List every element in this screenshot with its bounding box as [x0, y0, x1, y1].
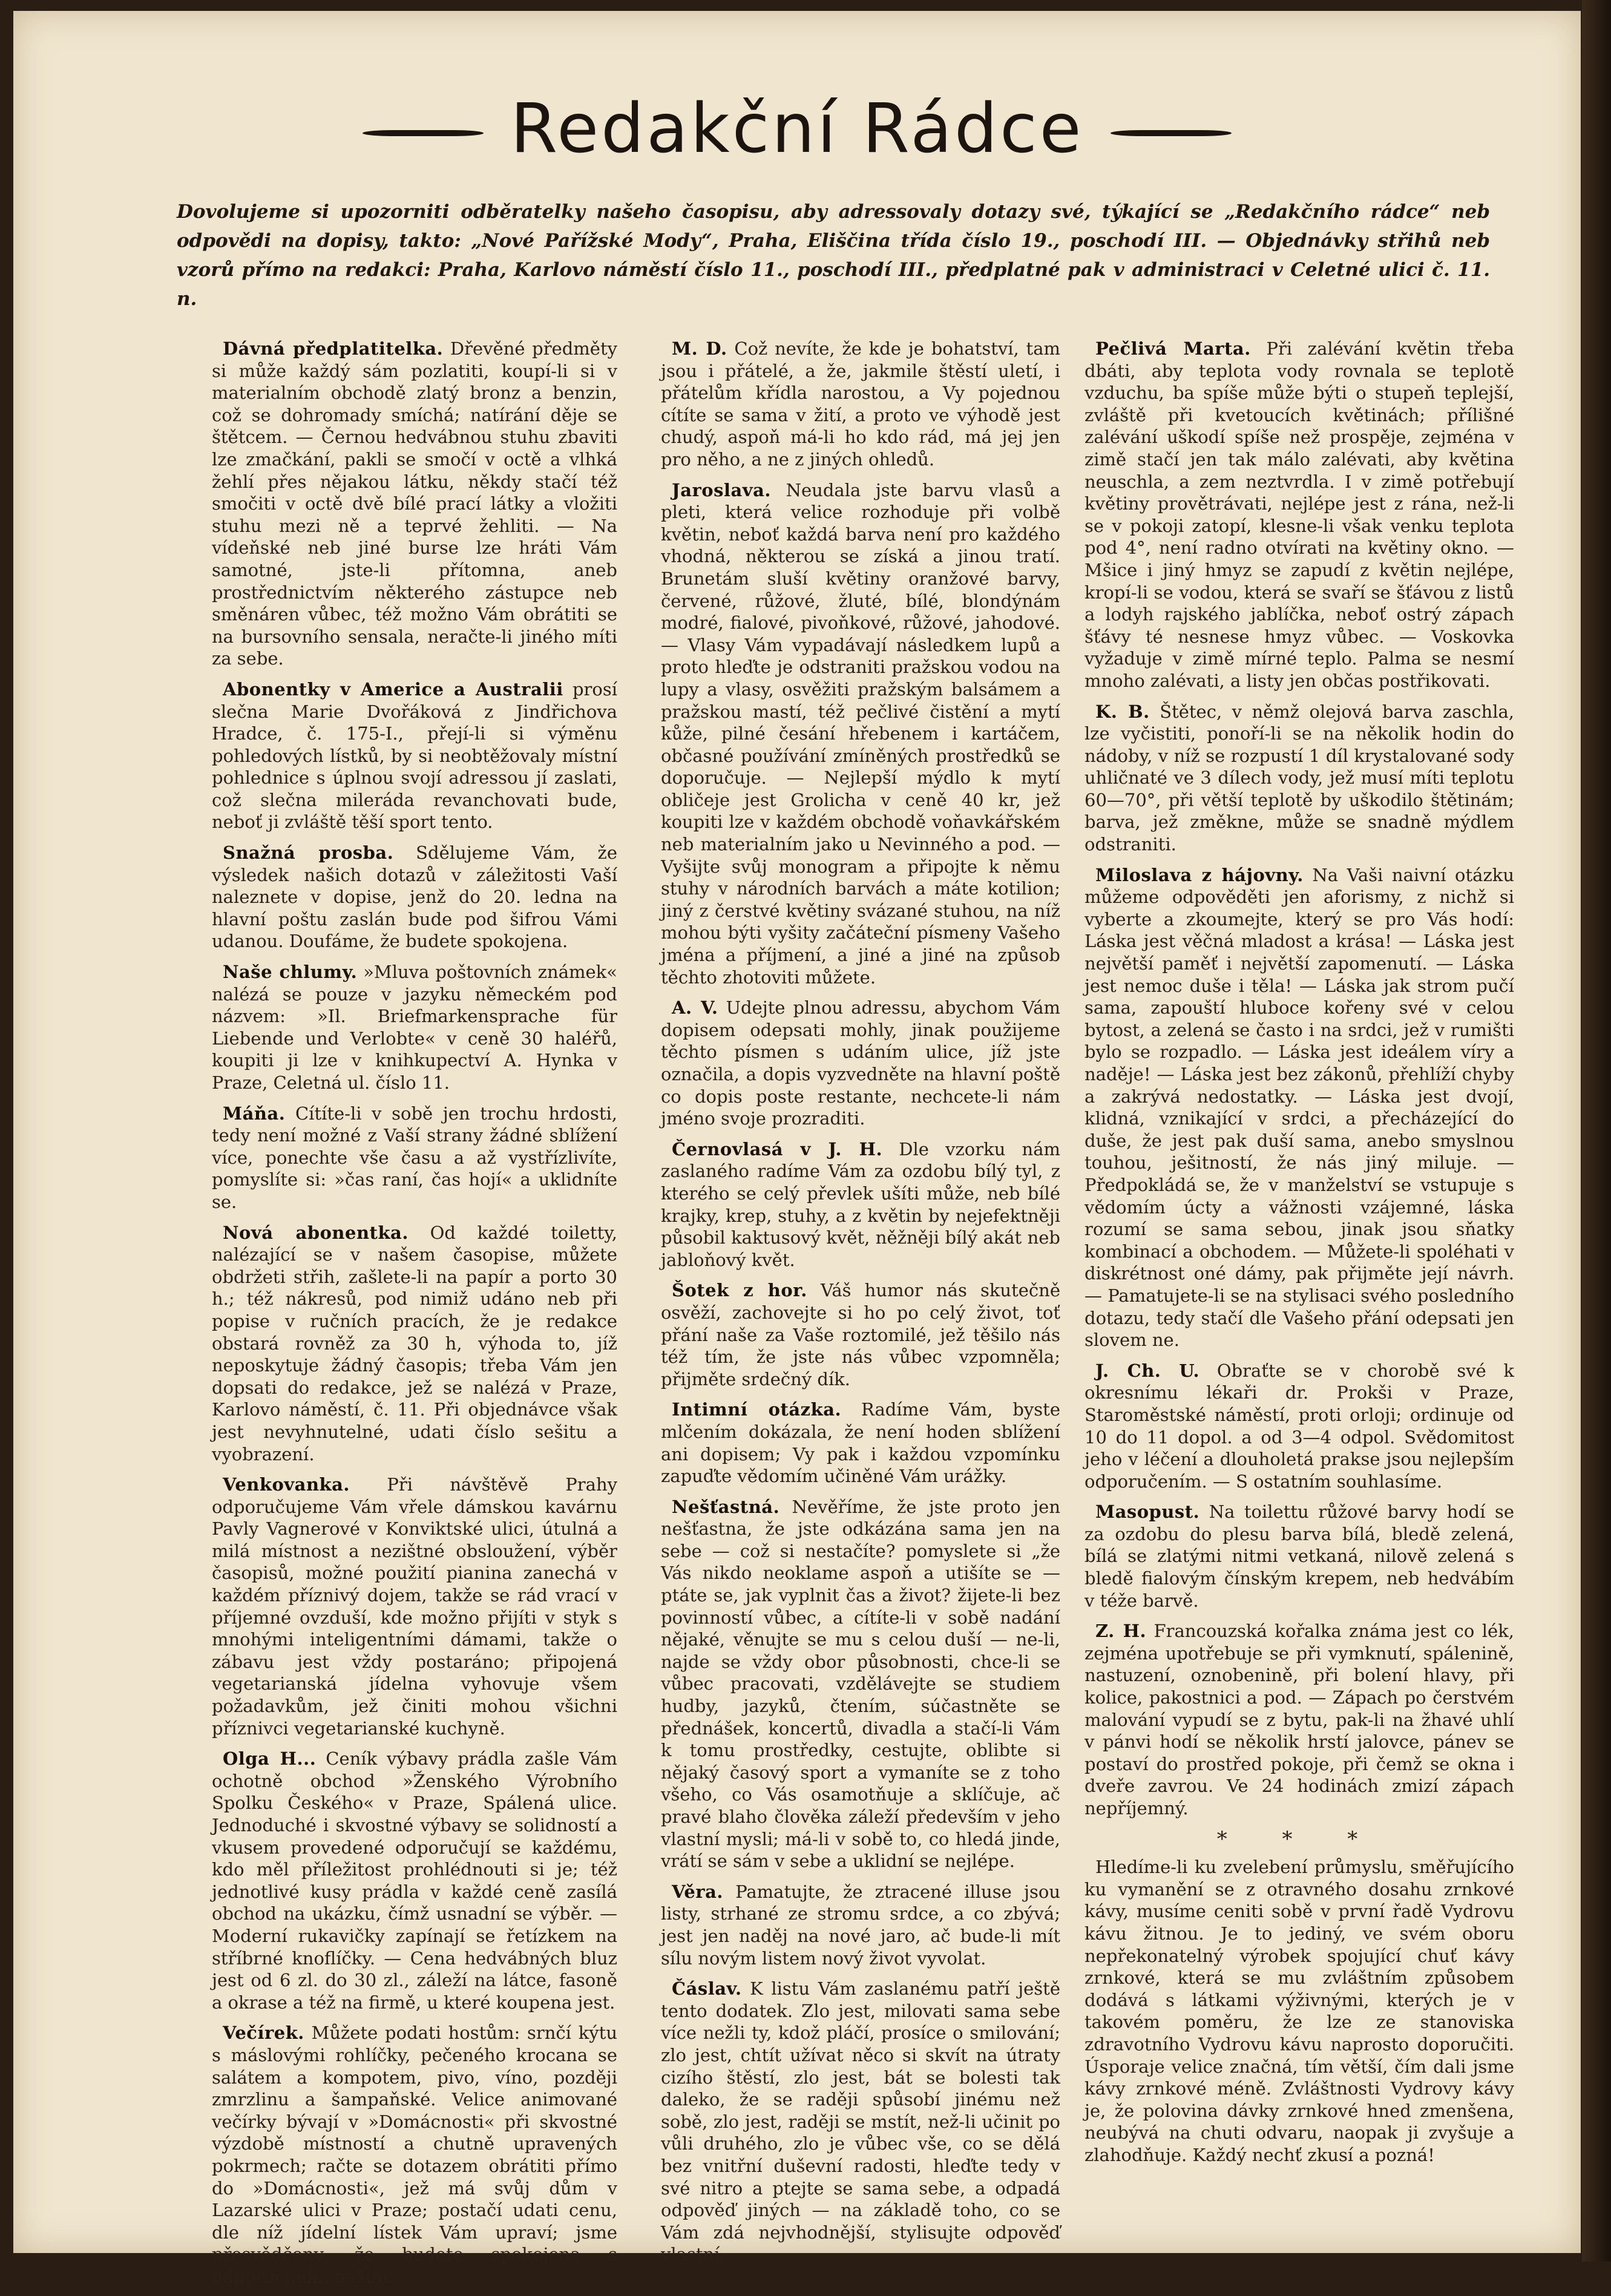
entry: M. D. Což nevíte, že kde je bohatství, tam jsou i přátelé, a že, jakmile štěstí uletí, i přátelům křídla narostou, a Vy pojednou cítíte se sama v žití, a proto ve výhodě jest chudý, aspoň má-li ho kdo rád, má jej jen pro něho, a ne z jiných ohledů. [661, 338, 1060, 470]
entry: Venkovanka. Při návštěvě Prahy odporučujeme Vám vřele dámskou kavárnu Pavly Vagnerové v Konviktské ulici, útulná a milá místnost a nezištné obsloužení, výběr časopisů, možné použití pianina zanechá v každém příznivý dojem, takže se rád vrací v příjemné ovzduší, kde možno přijíti v styk s mnohými inteligentními dámami, takže o zábavu jest vždy postaráno; připojená vegetarianská jídelna vyhovuje všem požadavkům, jež činiti mohou všichni příznivci vegetarianské kuchyně. [212, 1474, 618, 1739]
entry: Dávná předplatitelka. Dřevěné předměty si může každý sám pozlatiti, koupí-li si v materialním obchodě zlatý bronz a benzin, což se dohromady smíchá; natírání děje se štětcem. — Černou hedvábnou stuhu zbaviti lze zmačkání, pakli se smočí v octě a vlhká žehlí přes nějakou látku, někdy stačí též smočiti v octě dvě bílé prací látky a vložiti stuhu mezi ně a teprvé žehliti. — Na vídeňské neb jiné burse lze hráti Vám samotné, jste-li přítomna, aneb prostřednictvím některého zástupce neb směnáren vůbec, též možno Vám obrátiti se na bursovního sensala, neračte-li jiného míti za sebe. [212, 338, 618, 669]
entry: Masopust. Na toilettu růžové barvy hodí se za ozdobu do plesu barva bílá, bledě zelená, bílá se zlatými nitmi vetkaná, nilově zelená s bledě fialovým čínským krepem, neb hedvábím v téže barvě. [1084, 1501, 1514, 1611]
entry: Večírek. Můžete podati hostům: srnčí kýtu s máslovými rohlíčky, pečeného krocana se salátem a kompotem, pivo, víno, později zmrzlinu a šampaňské. Velice animované večírky bývají v »Domácnosti« při skvostné výzdobě místností a chutně upravených pokrmech; račte se dotazem obrátiti přímo do »Domácnosti«, jež má svůj dům v Lazarské ulici v Praze; postačí udati cenu, dle níž jídelní lístek Vám upraví; jsme přesvědčeny, že budete spokojena s odporučením naším. [212, 2022, 617, 2287]
entry: Pečlivá Marta. Při zalévání květin třeba dbáti, aby teplota vody rovnala se teplotě vzduchu, ba spíše může býti o stupeň teplejší, zvláště při kvetoucích květinách; přílišné zalévání uškodí spíše než prospěje, zejména v zimě stačí jen tak málo zalévati, aby květina neuschla, a zem neztvrdla. I v zimě potřebují květiny provětrávati, nejlépe jest z rána, než-li se v pokoji zatopí, klesne-li však venku teplota pod 4°, není radno otvírati na květiny okno. — Mšice i jiný hmyz se zapudí z květin nejlépe, kropí-li se vodou, která se svaří se šťávou z listů a lodyh rajského jablíčka, neboť ostrý zápach šťávy té nesnese hmyz vůbec. — Voskovka vyžaduje v zimě mírné teplo. Palma se nesmí mnoho zalévati, a listy jen občas postřikovati. [1084, 338, 1515, 691]
entry: J. Ch. U. Obraťte se v chorobě své k okresnímu lékaři dr. Prokši v Praze, Staroměstské náměstí, proti orloji; ordinuje od 10 do 11 dopol. a od 3—4 odpol. Svědomitost jeho v léčení a dlouholetá prakse jsou nejlepším odporučením. — S ostatním souhlasíme. [1084, 1360, 1514, 1492]
entry: Máňa. Cítíte-li v sobě jen trochu hrdosti, tedy není možné z Vaší strany žádné sblížení více, ponechte vše času a až vystřízlivíte, pomyslíte si: »čas raní, čas hojí« a uklidníte se. [212, 1103, 617, 1212]
entry: Olga H... Ceník výbavy prádla zašle Vám ochotně obchod »Ženského Výrobního Spolku Českého« v Praze, Spálená ulice. Jednoduché i skvostné výbavy se solidností a vkusem provedené odporučují se každému, kdo měl příležitost prohlédnouti si je; též jednotlivé kusy prádla v každé ceně zasílá obchod na ukázku, čímž usnadní se výběr. — Moderní rukavičky zapínají se řetízkem na stříbrné knoflíčky. — Cena hedvábných bluz jest od 6 zl. do 30 zl., záleží na látce, fasoně a okrase a též na firmě, u které koupena jest. [212, 1748, 618, 2013]
section-separator: * * * [1216, 1826, 1382, 1851]
title-rule-left [363, 130, 484, 136]
entry: Nová abonentka. Od každé toiletty, nalézající se v našem časopise, můžete obdržeti střih, zašlete-li na papír a porto 30 h.; též nákresů, pod nimiž udáno neb při popise v ručních pracích, že je redakce obstará rovněž za 30 h, výhoda to, jíž neposkytuje žádný časopis; třeba Vám jen dopsati do redakce, jež se nalézá v Praze, Karlovo náměstí, č. 11. Při objednávce však jest nevyhnutelné, udati číslo sešitu a vyobrazení. [212, 1222, 617, 1465]
entry: Jaroslava. Neudala jste barvu vlasů a pleti, která velice rozhoduje při volbě květin, neboť každá barva není pro každého vhodná, některou se získá a jinou tratí. Brunetám sluší květiny oranžové barvy, červené, růžové, žluté, bílé, blondýnám modré, fialové, pivoňkové, růžové, jahodové. — Vlasy Vám vypadávají následkem lupů a proto hleďte je odstraniti pražskou vodou na lupy a vlasy, osvěžiti pražským balsámem a pražskou mastí, též pečlivé čistění a mytí kůže, pilné česání hřebenem i kartáčem, občasné používání zmíněných prostředků se doporučuje. — Nejlepší mýdlo k mytí obličeje jest Grolicha v ceně 40 kr, jež koupiti lze v každém obchodě voňavkářském neb materialním jako u Nevinného a pod. — Vyšijte svůj monogram a připojte k němu stuhy v národních barvách a máte kotilion; jiný z čerstvé květiny svázané stuhou, na níž mohou býti vyšity začáteční písmeny Vašeho jména a příjmení, a jiné a jiné na způsob těchto zhotoviti můžete. [661, 479, 1060, 988]
entry: Z. H. Francouzská kořalka známa jest co lék, zejména upotřebuje se při vymknutí, spálenině, nastuzení, oznobenině, při bolení hlavy, při kolice, pakostnici a pod. — Zápach po čerstvém malování vypudí se z bytu, pak-li na žhavé uhlí v pánvi hodí se několik hrstí jalovce, pánev se postaví do prostřed pokoje, při čemž se okna i dveře zavrou. Ve 24 hodinách zmizí zápach nepříjemný. [1084, 1621, 1514, 1819]
title-rule-right [1111, 130, 1232, 136]
column-3 [1084, 338, 1514, 2175]
title-text: Redakční Rádce [510, 90, 1084, 168]
entry: Miloslava z hájovny. Na Vaši naivní otázku můžeme odpověděti jen aforismy, z nichž si vyberte a zkoumejte, který se pro Vás hodí: Láska jest věčná mladost a krása! — Láska jest největší paměť i největší zapomenutí. — Láska jest nemoc duše i těla! — Láska jak strom pučí sama, zapouští hluboce kořeny své v celou bytost, a zelená se často i na srdci, jež v rumišti bylo se rozpadlo. — Láska jest ideálem víry a naděje! — Láska jest bez zákonů, přehlíží chyby a zakrývá nedostatky. — Láska jest dvojí, klidná, vznikající v srdci, a přecházející do duše, že jest pak duší sama, anebo smyslnou touhou, ješitností, že nás jiný miluje. — Předpokládá se, že v manželství se vstupuje s vědomím úcty a vážnosti vzájemné, láska rozumí se sama sebou, jinak jsou sňatky kombinací a obchodem. — Můžete-li spoléhati v diskrétnost oné dámy, pak přijměte její návrh. — Pamatujete-li se na stylisaci svého posledního dotazu, tedy stačí dle Vašeho přání odepsati jen slovem ne. [1084, 864, 1514, 1351]
entry: Věra. Pamatujte, že ztracené illuse jsou listy, strhané ze stromu srdce, a co zbývá; jest jen naděj na nové jaro, ač bude-li mít sílu novým listem nový život vyvolat. [661, 1881, 1060, 1969]
entry: Šotek z hor. Váš humor nás skutečně osvěží, zachovejte si ho po celý život, toť přání naše za Vaše roztomilé, jež těšilo nás též tím, že jste nás vůbec vzpomněla; přijměte srdečný dík. [661, 1280, 1060, 1389]
closing-paragraph: Hledíme-li ku zvelebení průmyslu, směřujícího ku vymanění se z otravného dosahu zrnkové kávy, musíme ceniti sobě v první řadě Vydrovu kávu žitnou. Je to jediný, ve svém oboru nepřekonatelný výrobek spojující chuť kávy zrnkové, která se mu zvláštním způsobem dodává s látkami výživnými, kterých je v takovém poměru, že lze ze stanoviska zdravotního Vydrovu kávu naprosto doporučiti. Úsporaje velice značná, tím větší, čím dali jsme kávy zrnkové méně. Zvláštnosti Vydrovy kávy je, že polovina dávky zrnkové hned zmenšena, neubývá na chuti odvaru, naopak ji zvyšuje a zlahodňuje. Každý nechť zkusí a pozná! [1084, 1857, 1514, 2165]
magazine-page [13, 11, 1581, 2287]
page-title [13, 90, 1581, 168]
column-2 [661, 338, 1060, 2274]
entry: Abonentky v Americe a Australii prosí slečna Marie Dvořáková z Jindřichova Hradce, č. 175-I., přejí-li si výměnu pohledových lístků, by si neobtěžovaly místní pohlednice s úplnou svojí adressou jí zaslati, což slečna mileráda revanchovati bude, neboť ji zvláště těší sport tento. [212, 678, 617, 833]
entry: Černovlasá v J. H. Dle vzorku nám zaslaného radíme Vám za ozdobu bílý tyl, z kterého se celý převlek ušíti může, neb bílé krajky, krep, stuhy, a z květin by nejefektněji působil kaktusový květ, něžněji bílý akát neb jabloňový květ. [661, 1138, 1061, 1270]
entry: Naše chlumy. »Mluva poštovních známek« nalézá se pouze v jazyku německém pod názvem: »Il. Briefmarkensprache für Liebende und Verlobte« v ceně 30 haléřů, koupiti ji lze v knihkupectví A. Hynka v Praze, Celetná ul. číslo 11. [212, 962, 618, 1093]
entry: Čáslav. K listu Vám zaslanému patří ještě tento dodatek. Zlo jest, milovati sama sebe více nežli ty, kdož pláčí, prosíce o smilování; zlo jest, chtít užívat něco si skvít na útraty cizího štěstí, zlo jest, bát se bolesti tak daleko, že se raději spůsobí jinému než sobě, zlo jest, raději se mstít, než-li učinit po vůli druhého, zlo je vůbec vše, co se dělá bez vnitřní duševní radosti, hleďte tedy v své nitro a ptejte se sama sebe, a odpadá odpověď jiných — na základě toho, co se Vám zdá nejvhodnější, stylisujte odpověď vlastní. [661, 1978, 1060, 2265]
entry: Snažná prosba. Sdělujeme Vám, že výsledek našich dotazů v záležitosti Vaší naleznete v dopise, jenž do 20. ledna na hlavní poštu zaslán bude pod šifrou Vámi udanou. Doufáme, že budete spokojena. [212, 842, 617, 952]
entry: K. B. Štětec, v němž olejová barva zaschla, lze vyčistiti, ponoří-li se na několik hodin do nádoby, v níž se rozpustí 1 díl krystalované sody uhličnaté ve 3 dílech vody, jež musí míti teplotu 60—70°, při větší teplotě by uškodilo štětinám; barva, jež změkne, může se snadně mýdlem odstraniti. [1084, 701, 1514, 855]
book-spine-edge [1582, 0, 1611, 2262]
entry: A. V. Udejte plnou adressu, abychom Vám dopisem odepsati mohly, jinak použijeme těchto písmen s udáním ulice, jíž jste označila, a dopis vyzvedněte na hlavní poště co dopis poste restante, nechcete-li nám jméno svoje prozraditi. [661, 997, 1060, 1129]
column-1 [212, 338, 617, 2296]
entry: Nešťastná. Nevěříme, že jste proto jen nešťastna, že jste odkázána sama jen na sebe — což si nestačíte? pomyslete si „že Vás nikdo neoklame aspoň a utišíte se — ptáte se, jak vyplnit čas a život? žijete-li bez povinností vůbec, a cítíte-li v sobě nadání nějaké, věnujte se mu s celou duší — ne-li, najde se vždy obor působnosti, chce-li se vůbec pracovati, vzdělávejte se studiem hudby, jazyků, čtením, súčastněte se přednášek, koncertů, divadla a stačí-li Vám k tomu prostředky, cestujte, oblibte si nějaký časový sport a vymaníte se z toho všeho, co Vás osamotňuje a sklíčuje, ač pravé blaho člověka záleží především v jeho vlastní mysli; má-li v sobě to, co hledá jinde, vrátí se sám v sebe a uklidní se nejlépe. [661, 1496, 1061, 1872]
entry: Intimní otázka. Radíme Vám, byste mlčením dokázala, že není hoden sblížení ani dopisem; Vy pak i každou vzpomínku zapuďte vědomím učiněné Vám urážky. [661, 1399, 1060, 1487]
intro-notice: Dovolujeme si upozorniti odběratelky našeho časopisu, aby adressovaly dotazy své, týkající se „Redakčního rádce“ neb odpovědi na dopisy, takto: „Nové Pařížské Mody“, Praha, Eliščina třída číslo 19., poschodí III. — Objednávky střihů neb vzorů přímo na redakci: Praha, Karlovo náměstí číslo 11., poschodí III., předplatné pak v administraci v Celetné ulici č. 11. n. [177, 201, 1490, 310]
